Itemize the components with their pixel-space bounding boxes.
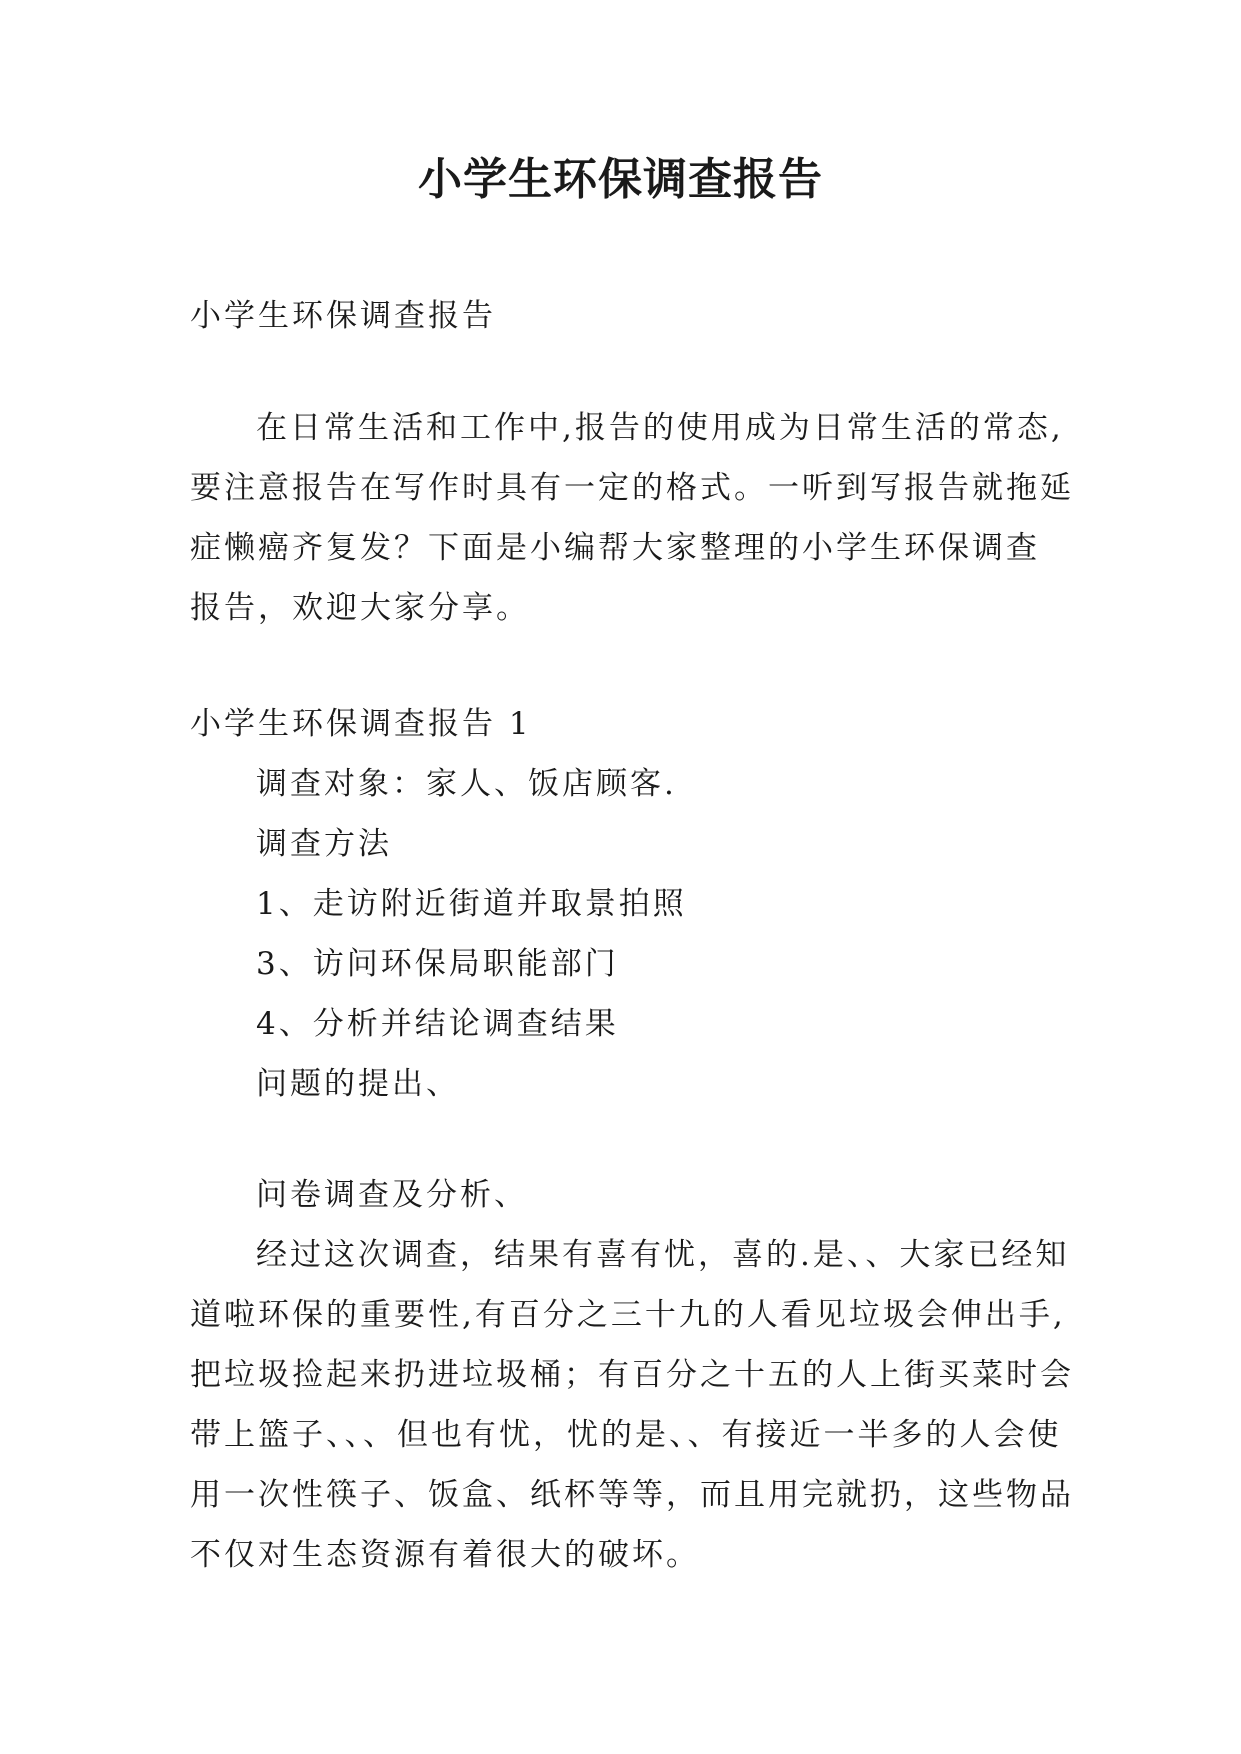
section2-line: 用一次性筷子、饭盒、纸杯等等，而且用完就扔，这些物品 bbox=[190, 1477, 1074, 1513]
section2-line: 不仅对生态资源有着很大的破坏。 bbox=[190, 1537, 700, 1573]
section1-item: 调查方法 bbox=[256, 826, 392, 862]
subtitle-block bbox=[190, 286, 1055, 346]
section2-line: 带上篮子、、、但也有忧，忧的是、、有接近一半多的人会使 bbox=[190, 1417, 1062, 1453]
section1-item: 1、走访附近街道并取景拍照 bbox=[256, 886, 687, 922]
section2-line: 把垃圾捡起来扔进垃圾桶；有百分之十五的人上街买菜时会 bbox=[190, 1357, 1074, 1393]
intro-line: 要注意报告在写作时具有一定的格式。一听到写报告就拖延 bbox=[190, 470, 1074, 506]
section1-heading: 小学生环保调查报告 1 bbox=[190, 706, 532, 742]
section1-item: 问题的提出、 bbox=[256, 1066, 460, 1102]
section1 bbox=[190, 694, 1055, 1114]
intro-line: 报告，欢迎大家分享。 bbox=[190, 590, 530, 626]
intro-line: 症懒癌齐复发？下面是小编帮大家整理的小学生环保调查 bbox=[190, 530, 1040, 566]
section2 bbox=[190, 1165, 1074, 1585]
intro-paragraph bbox=[190, 398, 1074, 638]
section2-line: 经过这次调查，结果有喜有忧，喜的.是、、大家已经知 bbox=[256, 1237, 1070, 1273]
section2-heading: 问卷调查及分析、 bbox=[256, 1177, 528, 1213]
section1-item: 4、分析并结论调查结果 bbox=[256, 1006, 619, 1042]
section2-line: 道啦环保的重要性,有百分之三十九的人看见垃圾会伸出手, bbox=[190, 1297, 1066, 1333]
section1-item: 3、访问环保局职能部门 bbox=[256, 946, 619, 982]
document-title: 小学生环保调查报告 bbox=[418, 154, 823, 205]
intro-line: 在日常生活和工作中,报告的使用成为日常生活的常态, bbox=[256, 410, 1064, 446]
section1-item: 调查对象：家人、饭店顾客. bbox=[256, 766, 677, 802]
subtitle: 小学生环保调查报告 bbox=[190, 298, 496, 334]
